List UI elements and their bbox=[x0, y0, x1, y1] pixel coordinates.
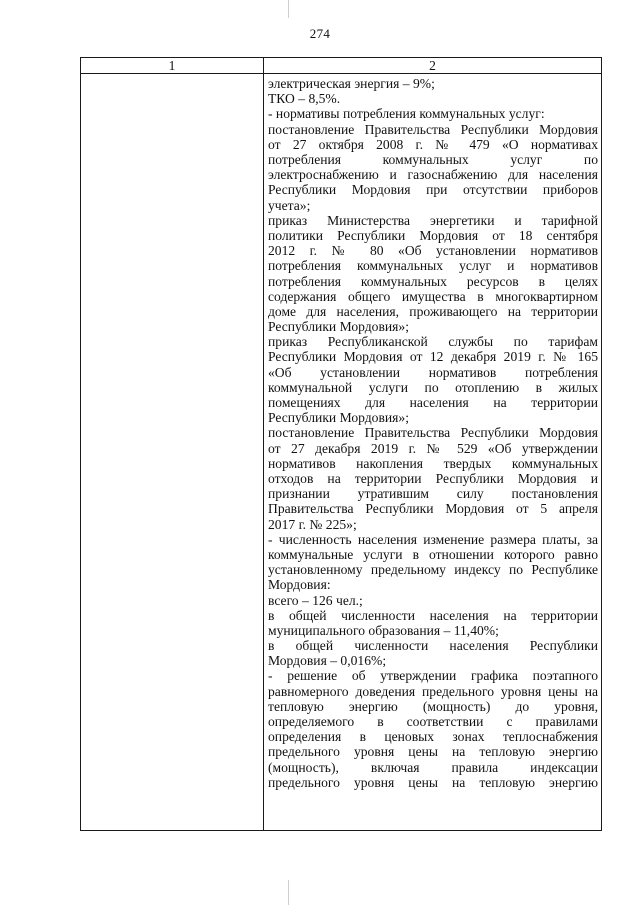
text-line: содержания общего имущества в многоквартирном bbox=[268, 288, 598, 304]
header-cell-1: 1 bbox=[81, 58, 264, 74]
text-line: коммунальной услуги по отоплению в жилых bbox=[268, 379, 598, 395]
text-line: электроснабжению и газоснабжению для населения bbox=[268, 167, 598, 183]
column-1-cell bbox=[81, 74, 264, 831]
text-line: электрическая энергия – 9%; bbox=[268, 76, 435, 91]
text-line: 2017 г. № 225»; bbox=[268, 516, 357, 532]
text-line: определяемого в соответствии с правилами bbox=[268, 714, 598, 730]
text-line: в общей численности населения на территории bbox=[268, 607, 598, 623]
text-line: политики Республики Мордовия от 18 сентября bbox=[268, 227, 598, 243]
text-line: 2012 г. № 80 «Об установлении нормативов bbox=[268, 243, 598, 259]
text-line: в общей численности населения Республики bbox=[268, 638, 598, 654]
text-line: доме для населения, проживающего на территории bbox=[268, 303, 598, 319]
text-line: учета»; bbox=[268, 197, 311, 213]
text-line: Республики Мордовия при отсутствии приборов bbox=[268, 182, 598, 198]
text-line: Республики Мордовия»; bbox=[268, 319, 409, 335]
text-line: установленному предельному индексу по Республике bbox=[268, 562, 598, 578]
table-row bbox=[81, 74, 602, 831]
text-line: - нормативы потребления коммунальных услуг: bbox=[268, 106, 545, 122]
text-line: определения в ценовых зонах теплоснабжения bbox=[268, 729, 598, 745]
scan-artifact-bottom bbox=[288, 880, 289, 905]
table-header-row bbox=[81, 58, 602, 74]
text-line: помещениях для населения на территории bbox=[268, 395, 598, 411]
text-line: равномерного доведения предельного уровня цены на bbox=[268, 683, 598, 699]
text-line: потребления коммунальных услуг и нормативов bbox=[268, 258, 598, 274]
text-line: признании утратившим силу постановления bbox=[268, 486, 598, 502]
page-number: 274 bbox=[309, 26, 331, 41]
text-line: Мордовия: bbox=[268, 577, 331, 593]
text-line: потребления коммунальных ресурсов в целях bbox=[268, 273, 598, 289]
text-line: всего – 126 чел.; bbox=[268, 592, 363, 608]
column-2-text bbox=[264, 74, 601, 790]
text-line: Мордовия – 0,016%; bbox=[268, 653, 387, 669]
text-line: постановление Правительства Республики Мордовия bbox=[268, 425, 598, 441]
text-line: Республики Мордовия»; bbox=[268, 410, 409, 426]
column-2-cell bbox=[264, 74, 602, 831]
text-line: от 27 декабря 2019 г. № 529 «Об утверждении bbox=[268, 440, 598, 456]
text-line: предельного уровня цены на тепловую энергию bbox=[268, 774, 598, 790]
text-line: тепловую энергию (мощность) до уровня, bbox=[268, 698, 598, 714]
text-line: - решение об утверждении графика поэтапного bbox=[268, 668, 598, 684]
text-line: приказ Министерства энергетики и тарифной bbox=[268, 212, 598, 228]
text-line: (мощность), включая правила индексации bbox=[268, 759, 598, 775]
text-line: нормативов накопления твердых коммунальных bbox=[268, 455, 598, 471]
text-line: «Об установлении нормативов потребления bbox=[268, 364, 598, 380]
text-line: - численность населения изменение размера платы, за bbox=[268, 531, 598, 547]
header-cell-2: 2 bbox=[264, 58, 602, 74]
text-line: от 27 октября 2008 г. № 479 «О нормативах bbox=[268, 136, 598, 152]
text-line: отходов на территории Республики Мордовия и bbox=[268, 470, 598, 486]
text-line: муниципального образования – 11,40%; bbox=[268, 622, 499, 638]
text-line: Республики Мордовия от 12 декабря 2019 г. № 165 bbox=[268, 349, 598, 365]
text-line: потребления коммунальных услуг по bbox=[268, 151, 598, 167]
text-line: ТКО – 8,5%. bbox=[268, 91, 341, 107]
text-line: Правительства Республики Мордовия от 5 апреля bbox=[268, 501, 598, 517]
text-line: приказ Республиканской службы по тарифам bbox=[268, 334, 598, 350]
scan-artifact-top bbox=[288, 0, 289, 18]
text-line: постановление Правительства Республики Мордовия bbox=[268, 121, 598, 137]
text-line: коммунальные услуги в отношении которого равно bbox=[268, 546, 598, 562]
text-line: предельного уровня цены на тепловую энергию bbox=[268, 744, 598, 760]
document-table bbox=[80, 57, 602, 831]
